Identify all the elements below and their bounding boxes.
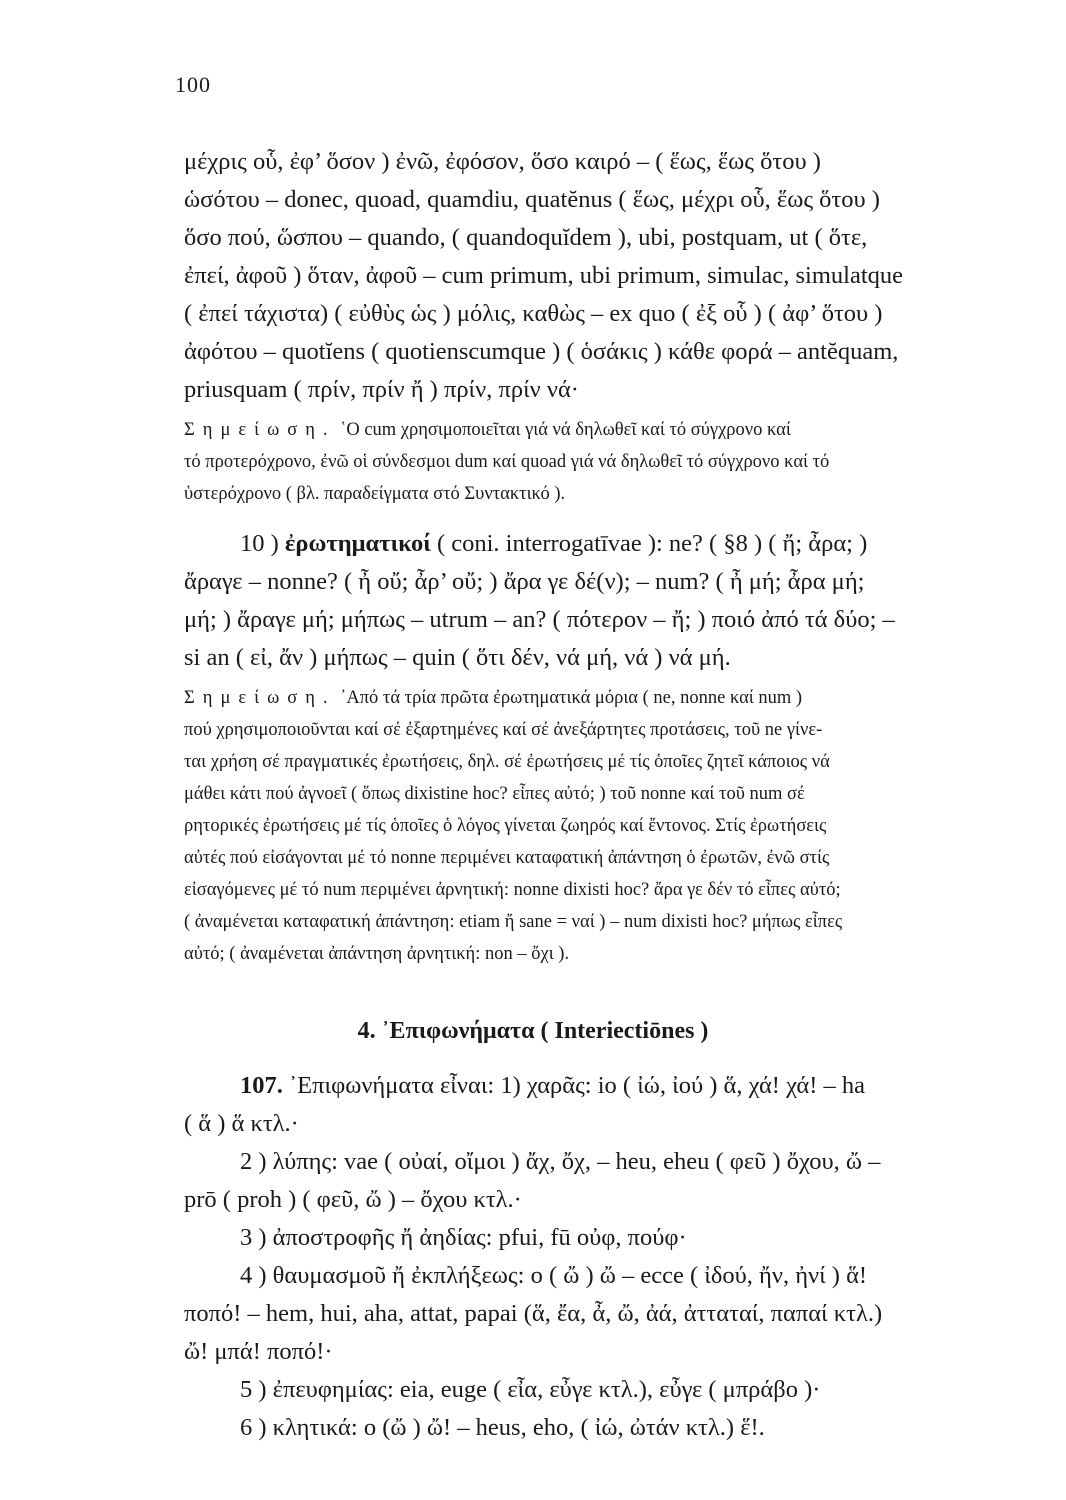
section-number: 107. <box>240 1072 283 1099</box>
note-line: αὐτές πού εἰσάγονται μέ τό nonne περιμένει καταφατική ἀπάντηση ὁ ἐρωτῶν, ἐνῶ στίς <box>184 848 830 868</box>
section-107-line: 107. ᾿Επιφωνήματα εἶναι: 1) χαρᾶς: io ( ἰώ, ἰού ) ἅ, χά! χά! – ha <box>240 1072 866 1099</box>
section-number: 10 ) <box>240 530 279 557</box>
list-item: 2 ) λύπης: vae ( οὐαί, οἴμοι ) ἄχ, ὄχ, – heu, eheu ( φεῦ ) ὄχου, ὤ – <box>240 1148 881 1175</box>
text-line: ὅσο πού, ὥσπου – quando, ( quandoquĭdem ), ubi, postquam, ut ( ὅτε, <box>184 224 868 251</box>
list-item: 6 ) κλητικά: o (ὤ ) ὤ! – heus, eho, ( ἰώ, ὠτάν κτλ.) ἕ!. <box>240 1414 765 1441</box>
note-line: εἰσαγόμενες μέ τό num περιμένει ἀρνητική: nonne dixisti hoc? ἄρα γε δέν τό εἶπες αὐτό; <box>184 880 841 900</box>
page-number: 100 <box>175 72 211 97</box>
section-heading: 4. ᾿Επιφωνήματα ( Interiectiōnes ) <box>357 1018 709 1044</box>
text-line: ( ἅ ) ἅ κτλ.· <box>184 1110 299 1137</box>
note-line: τό προτερόχρονο, ἐνῶ οἱ σύνδεσμοι dum καί quoad γιά νά δηλωθεῖ τό σύγχρονο καί τό <box>184 452 830 472</box>
text-line: ( ἐπεί τάχιστα) ( εὐθὺς ὡς ) μόλις, καθὼς – ex quo ( ἐξ οὗ ) ( ἀφ’ ὅτου ) <box>184 300 883 327</box>
text-line: ὤ! μπά! ποπό!· <box>184 1338 333 1365</box>
list-item: 5 ) ἐπευφημίας: eia, euge ( εἶα, εὖγε κτλ.), εὖγε ( μπράβο )· <box>240 1376 821 1403</box>
text-line: ποπό! – hem, hui, aha, attat, papai (ἅ, ἔα, ἆ, ὤ, ἀά, ἀτταταί, παπαί κτλ.) <box>184 1300 883 1327</box>
note-line: Σημείωση. ᾿Από τά τρία πρῶτα ἐρωτηματικά μόρια ( ne, nonne καί num ) <box>184 688 803 708</box>
text-line: μή; ) ἄραγε μή; μήπως – utrum – an? ( πότερον – ἤ; ) ποιό ἀπό τά δύο; – <box>184 606 895 633</box>
note-line: αὐτό; ( ἀναμένεται ἀπάντηση ἀρνητική: non – ὄχι ). <box>184 944 570 964</box>
text-line: ὡσότου – donec, quoad, quamdiu, quatĕnus ( ἕως, μέχρι οὗ, ἕως ὅτου ) <box>184 186 880 213</box>
note-line: μάθει κάτι πού ἀγνοεῖ ( ὅπως dixistine hoc? εἶπες αὐτό; ) τοῦ nonne καί τοῦ num σέ <box>184 784 805 804</box>
note-line: ρητορικές ἐρωτήσεις μέ τίς ὁποῖες ὁ λόγος γίνεται ζωηρός καί ἔντονος. Στίς ἐρωτήσεις <box>184 816 827 836</box>
note-label: Σημείωση. <box>184 688 336 708</box>
list-item: 3 ) ἀποστροφῆς ἤ ἀηδίας: pfui, fū οὐφ, πούφ· <box>240 1224 687 1251</box>
text-line: ἐπεί, ἀφοῦ ) ὅταν, ἀφοῦ – cum primum, ubi primum, simulac, simulatque <box>184 262 904 289</box>
list-item: 4 ) θαυμασμοῦ ἤ ἐκπλήξεως: o ( ὤ ) ὤ – ecce ( ἰδού, ἤν, ἠνί ) ἅ! <box>240 1262 868 1289</box>
text-line: μέχρις οὗ, ἐφ’ ὅσον ) ἐνῶ, ἐφόσον, ὅσο καιρό – ( ἕως, ἕως ὅτου ) <box>184 148 821 175</box>
text-line: si an ( εἰ, ἄν ) μήπως – quin ( ὅτι δέν, νά μή, νά ) νά μή. <box>184 644 731 671</box>
note-label: Σημείωση. <box>184 420 336 440</box>
section-term: ἐρωτηματικοί <box>284 530 431 557</box>
note-line: ται χρήση σέ πραγματικές ἐρωτήσεις, δηλ. σέ ἐρωτήσεις μέ τίς ὁποῖες ζητεῖ κάποιος νά <box>184 752 830 772</box>
text-line: prō ( proh ) ( φεῦ, ὤ ) – ὄχου κτλ.· <box>184 1186 522 1213</box>
text-line: priusquam ( πρίν, πρίν ἤ ) πρίν, πρίν νά· <box>184 376 579 403</box>
text-line: ἄραγε – nonne? ( ἦ οὔ; ἆρ’ οὔ; ) ἄρα γε δέ(ν); – num? ( ἦ μή; ἆρα μή; <box>184 568 865 595</box>
note-line: Σημείωση. ῾Ο cum χρησιμοποιεῖται γιά νά δηλωθεῖ καί τό σύγχρονο καί <box>184 420 791 440</box>
text-line: ἀφότου – quotĭens ( quotienscumque ) ( ὁσάκις ) κάθε φορά – antĕquam, <box>184 338 899 365</box>
note-line: πού χρησιμοποιοῦνται καί σέ ἐξαρτημένες καί σέ ἀνεξάρτητες προτάσεις, τοῦ ne γίνε- <box>184 720 823 740</box>
note-line: ( ἀναμένεται καταφατική ἀπάντηση: etiam ἤ sane = ναί ) – num dixisti hoc? μήπως εἶπες <box>184 912 843 932</box>
section-10-line: 10 ) ἐρωτηματικοί ( coni. interrogatīvae ): ne? ( §8 ) ( ἤ; ἆρα; ) <box>240 530 868 557</box>
note-line: ὑστερόχρονο ( βλ. παραδείγματα στό Συντακτικό ). <box>184 484 566 504</box>
